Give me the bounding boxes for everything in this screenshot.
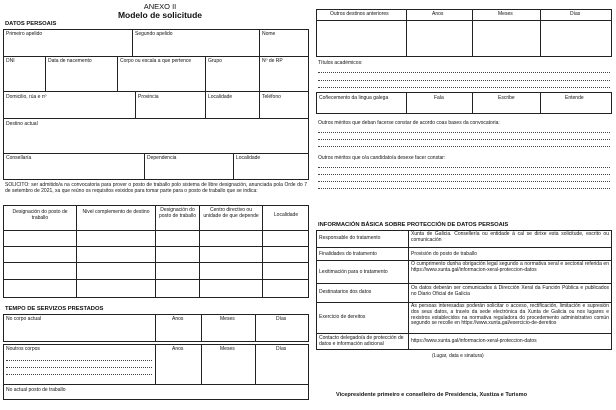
form-title: Modelo de solicitude — [117, 10, 203, 20]
years-field[interactable]: Anos — [172, 316, 184, 322]
col-locality: Localidade — [273, 212, 299, 218]
privacy-label-5: Contacto delegado/a de protección de datos e información adicional — [319, 335, 404, 347]
department-field[interactable]: Consellaría — [6, 155, 32, 161]
privacy-value-5[interactable]: https://www.xunta.gal/informacion-xeral-proteccion-datos — [411, 338, 537, 344]
galician-speak[interactable]: Fala — [434, 95, 444, 101]
dni-field[interactable]: DNI — [6, 58, 15, 64]
addressee-label: Vicepresidente primeiro e conselleiro de Presidencia, Xustiza e Turismo — [336, 392, 527, 398]
other-posts-months: Meses — [498, 11, 513, 17]
col-post-designation-2: Designación do posto de traballo — [159, 207, 196, 219]
locality2-field[interactable]: Localidade — [236, 155, 261, 161]
col-directive-centre: Centro directivo ou unidade de que depende — [203, 207, 259, 219]
not-current-post-field[interactable]: No actual posto de traballo — [6, 387, 66, 393]
locality-field[interactable]: Localidade — [208, 94, 233, 100]
other-posts-years: Anos — [432, 11, 444, 17]
privacy-label-4: Exercicio de dereitos — [319, 314, 366, 320]
privacy-value-4: As persoas interesadas poderán solicitar o acceso, rectificación, limitación e supresión dos seus datos, a través da sede electrónica da Xunta de Galicia ou nos lugares e rexistros establecidos na normativa reguladora do procedemento administrativo común segundo se recolle en https://www.xunta.gal/exercicio-de-dereitos — [411, 303, 609, 327]
merits1-label: Outros méritos que deban facerse constar de acordo coas bases da convocatoria: — [318, 120, 500, 126]
rp-number-field[interactable]: Nº de RP — [262, 58, 283, 64]
other-posts-label: Outros destinos anteriores — [330, 11, 389, 17]
privacy-value-2: O cumprimento dunha obrigación legal segundo a normativa xeral e sectorial referida en https://www.xunta.gal/informacion-xeral-proteccion-datos — [411, 261, 609, 273]
privacy-value-1: Provisión do posto de traballo — [411, 251, 477, 257]
privacy-label-0: Responsable do tratamento — [319, 235, 381, 241]
current-post-field[interactable]: Destino actual — [6, 121, 38, 127]
first-surname-field[interactable]: Primeiro apelido — [6, 31, 43, 37]
other-days-field[interactable]: Días — [276, 346, 287, 352]
privacy-section-title: INFORMACIÓN BÁSICA SOBRE PROTECCIÓN DE DATOS PERSOAIS — [318, 222, 509, 228]
corps-field[interactable]: Corpo ou escala a que pertence — [120, 58, 192, 64]
galician-write[interactable]: Escribe — [498, 95, 515, 101]
service-current-box — [3, 314, 309, 342]
privacy-label-1: Finalidades do tratamento — [319, 251, 377, 257]
group-field[interactable]: Grupo — [208, 58, 222, 64]
other-months-field[interactable]: Meses — [220, 346, 235, 352]
academic-label: Títulos académicos: — [318, 60, 363, 66]
merits2-label: Outros méritos que o/a candidato/a desexe facer constar: — [318, 155, 446, 161]
galician-label: Coñecemento da lingua galega — [319, 95, 389, 101]
other-years-field[interactable]: Anos — [172, 346, 184, 352]
request-text: SOLICITO: ser admitido/a na convocatoria para prover o posto de traballo polo sistema de libre designación, anunciada pola Orde do 7 de setembro de 2021, xa que reúno os requisitos exixidos para tomar parte para o posto de traballo que se indica: — [5, 182, 307, 194]
other-corps-field[interactable]: Noutros corpos — [6, 346, 40, 352]
other-posts-days: Días — [570, 11, 581, 17]
privacy-label-3: Destinatarios dos datos — [319, 289, 372, 295]
months-field[interactable]: Meses — [220, 316, 235, 322]
galician-understand[interactable]: Entende — [565, 95, 584, 101]
province-field[interactable]: Provincia — [138, 94, 159, 100]
privacy-value-3: Os datos deberán ser comunicados á Dirección Xeral da Función Pública e publicados no Diario Oficial de Galicia — [411, 285, 609, 297]
col-level: Nivel complemento de destino — [82, 209, 150, 215]
second-surname-field[interactable]: Segundo apelido — [135, 31, 173, 37]
annex-label: ANEXO II — [143, 2, 177, 11]
birth-date-field[interactable]: Data de nacemento — [48, 58, 92, 64]
dependency-field[interactable]: Dependencia — [147, 155, 177, 161]
name-field[interactable]: Nome — [262, 31, 276, 37]
days-field[interactable]: Días — [276, 316, 287, 322]
current-corps-field[interactable]: No corpo actual — [6, 316, 42, 322]
service-section-title: TEMPO DE SERVIZOS PRESTADOS — [5, 306, 104, 312]
address-field[interactable]: Domicilio, rúa e nº — [6, 94, 47, 100]
personal-section-title: DATOS PERSOAIS — [5, 21, 57, 27]
privacy-label-2: Lexitimación para o tratamento — [319, 269, 388, 275]
col-post-designation: Designación do posto de traballo — [12, 209, 68, 221]
place-date-label: (Lugar, data e sinatura) — [432, 353, 484, 359]
phone-field[interactable]: Teléfono — [262, 94, 281, 100]
privacy-value-0: Xunta de Galicia. Consellería ou entidade á cal se dirixe esta solicitude, escrito ou comunicación — [411, 231, 609, 243]
